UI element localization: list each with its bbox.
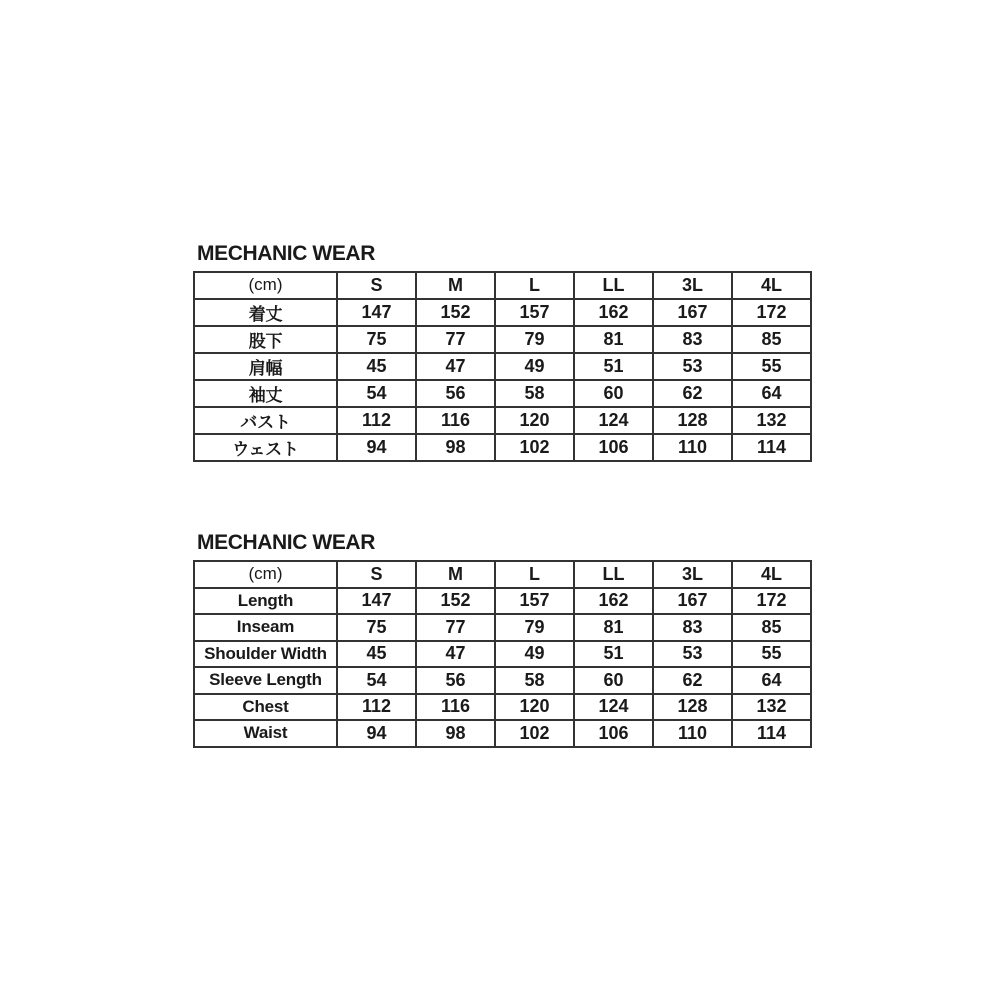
size-table-japanese (193, 271, 812, 462)
measurement-value-cell: 102 (495, 720, 574, 747)
measurement-label-cell: ウェスト (194, 434, 337, 461)
size-header-cell: S (337, 561, 416, 588)
measurement-value-cell: 45 (337, 353, 416, 380)
measurement-value-cell: 172 (732, 299, 811, 326)
measurement-value-cell: 75 (337, 614, 416, 641)
measurement-value-cell: 167 (653, 299, 732, 326)
measurement-value-cell: 83 (653, 614, 732, 641)
size-header-row (194, 561, 811, 588)
measurement-row (194, 407, 811, 434)
measurement-row (194, 720, 811, 747)
measurement-label-cell: Shoulder Width (194, 641, 337, 668)
size-header-cell: M (416, 272, 495, 299)
size-header-cell: LL (574, 561, 653, 588)
measurement-label-cell: 着丈 (194, 299, 337, 326)
measurement-row (194, 694, 811, 721)
unit-header-cell: (cm) (194, 272, 337, 299)
measurement-value-cell: 120 (495, 407, 574, 434)
measurement-value-cell: 54 (337, 667, 416, 694)
measurement-row (194, 614, 811, 641)
measurement-value-cell: 77 (416, 326, 495, 353)
measurement-value-cell: 110 (653, 720, 732, 747)
measurement-value-cell: 60 (574, 380, 653, 407)
measurement-value-cell: 147 (337, 299, 416, 326)
size-chart-english (193, 532, 813, 748)
measurement-value-cell: 114 (732, 720, 811, 747)
measurement-value-cell: 116 (416, 407, 495, 434)
measurement-value-cell: 157 (495, 588, 574, 615)
measurement-value-cell: 132 (732, 694, 811, 721)
measurement-label-cell: 袖丈 (194, 380, 337, 407)
measurement-label-cell: 肩幅 (194, 353, 337, 380)
measurement-label-cell: 股下 (194, 326, 337, 353)
measurement-value-cell: 128 (653, 694, 732, 721)
measurement-value-cell: 172 (732, 588, 811, 615)
measurement-value-cell: 147 (337, 588, 416, 615)
measurement-row (194, 588, 811, 615)
size-header-cell: L (495, 272, 574, 299)
measurement-value-cell: 85 (732, 326, 811, 353)
measurement-value-cell: 152 (416, 588, 495, 615)
measurement-row (194, 380, 811, 407)
measurement-value-cell: 94 (337, 720, 416, 747)
size-table-english (193, 560, 812, 748)
measurement-value-cell: 112 (337, 407, 416, 434)
measurement-value-cell: 98 (416, 720, 495, 747)
size-header-cell: LL (574, 272, 653, 299)
size-header-cell: S (337, 272, 416, 299)
measurement-value-cell: 102 (495, 434, 574, 461)
measurement-value-cell: 54 (337, 380, 416, 407)
measurement-value-cell: 132 (732, 407, 811, 434)
measurement-value-cell: 162 (574, 299, 653, 326)
measurement-value-cell: 45 (337, 641, 416, 668)
size-header-cell: 3L (653, 561, 732, 588)
measurement-row (194, 299, 811, 326)
measurement-value-cell: 167 (653, 588, 732, 615)
measurement-value-cell: 53 (653, 353, 732, 380)
measurement-value-cell: 60 (574, 667, 653, 694)
measurement-label-cell: バスト (194, 407, 337, 434)
size-header-cell: M (416, 561, 495, 588)
measurement-value-cell: 64 (732, 380, 811, 407)
measurement-value-cell: 124 (574, 694, 653, 721)
measurement-value-cell: 162 (574, 588, 653, 615)
size-chart-japanese (193, 243, 813, 462)
measurement-label-cell: Inseam (194, 614, 337, 641)
measurement-value-cell: 110 (653, 434, 732, 461)
measurement-value-cell: 112 (337, 694, 416, 721)
measurement-row (194, 434, 811, 461)
measurement-value-cell: 47 (416, 641, 495, 668)
measurement-value-cell: 128 (653, 407, 732, 434)
size-header-cell: 4L (732, 272, 811, 299)
measurement-value-cell: 58 (495, 380, 574, 407)
measurement-value-cell: 75 (337, 326, 416, 353)
measurement-value-cell: 47 (416, 353, 495, 380)
measurement-value-cell: 51 (574, 641, 653, 668)
measurement-value-cell: 56 (416, 380, 495, 407)
measurement-row (194, 326, 811, 353)
measurement-value-cell: 49 (495, 353, 574, 380)
size-header-cell: 4L (732, 561, 811, 588)
measurement-value-cell: 79 (495, 614, 574, 641)
measurement-value-cell: 106 (574, 434, 653, 461)
measurement-value-cell: 106 (574, 720, 653, 747)
measurement-value-cell: 64 (732, 667, 811, 694)
measurement-value-cell: 94 (337, 434, 416, 461)
measurement-value-cell: 49 (495, 641, 574, 668)
measurement-value-cell: 114 (732, 434, 811, 461)
measurement-value-cell: 56 (416, 667, 495, 694)
measurement-value-cell: 152 (416, 299, 495, 326)
measurement-value-cell: 58 (495, 667, 574, 694)
measurement-label-cell: Chest (194, 694, 337, 721)
measurement-value-cell: 79 (495, 326, 574, 353)
measurement-label-cell: Sleeve Length (194, 667, 337, 694)
measurement-value-cell: 85 (732, 614, 811, 641)
measurement-value-cell: 55 (732, 353, 811, 380)
measurement-value-cell: 62 (653, 380, 732, 407)
measurement-value-cell: 124 (574, 407, 653, 434)
measurement-row (194, 353, 811, 380)
measurement-label-cell: Length (194, 588, 337, 615)
measurement-value-cell: 116 (416, 694, 495, 721)
measurement-value-cell: 83 (653, 326, 732, 353)
measurement-value-cell: 77 (416, 614, 495, 641)
measurement-value-cell: 81 (574, 326, 653, 353)
measurement-value-cell: 81 (574, 614, 653, 641)
size-header-cell: 3L (653, 272, 732, 299)
measurement-value-cell: 62 (653, 667, 732, 694)
measurement-value-cell: 120 (495, 694, 574, 721)
chart-title: MECHANIC WEAR (197, 242, 375, 265)
size-header-cell: L (495, 561, 574, 588)
measurement-value-cell: 51 (574, 353, 653, 380)
measurement-value-cell: 98 (416, 434, 495, 461)
unit-header-cell: (cm) (194, 561, 337, 588)
measurement-value-cell: 157 (495, 299, 574, 326)
measurement-row (194, 667, 811, 694)
measurement-value-cell: 55 (732, 641, 811, 668)
chart-title: MECHANIC WEAR (197, 531, 375, 554)
measurement-value-cell: 53 (653, 641, 732, 668)
size-header-row (194, 272, 811, 299)
measurement-row (194, 641, 811, 668)
measurement-label-cell: Waist (194, 720, 337, 747)
